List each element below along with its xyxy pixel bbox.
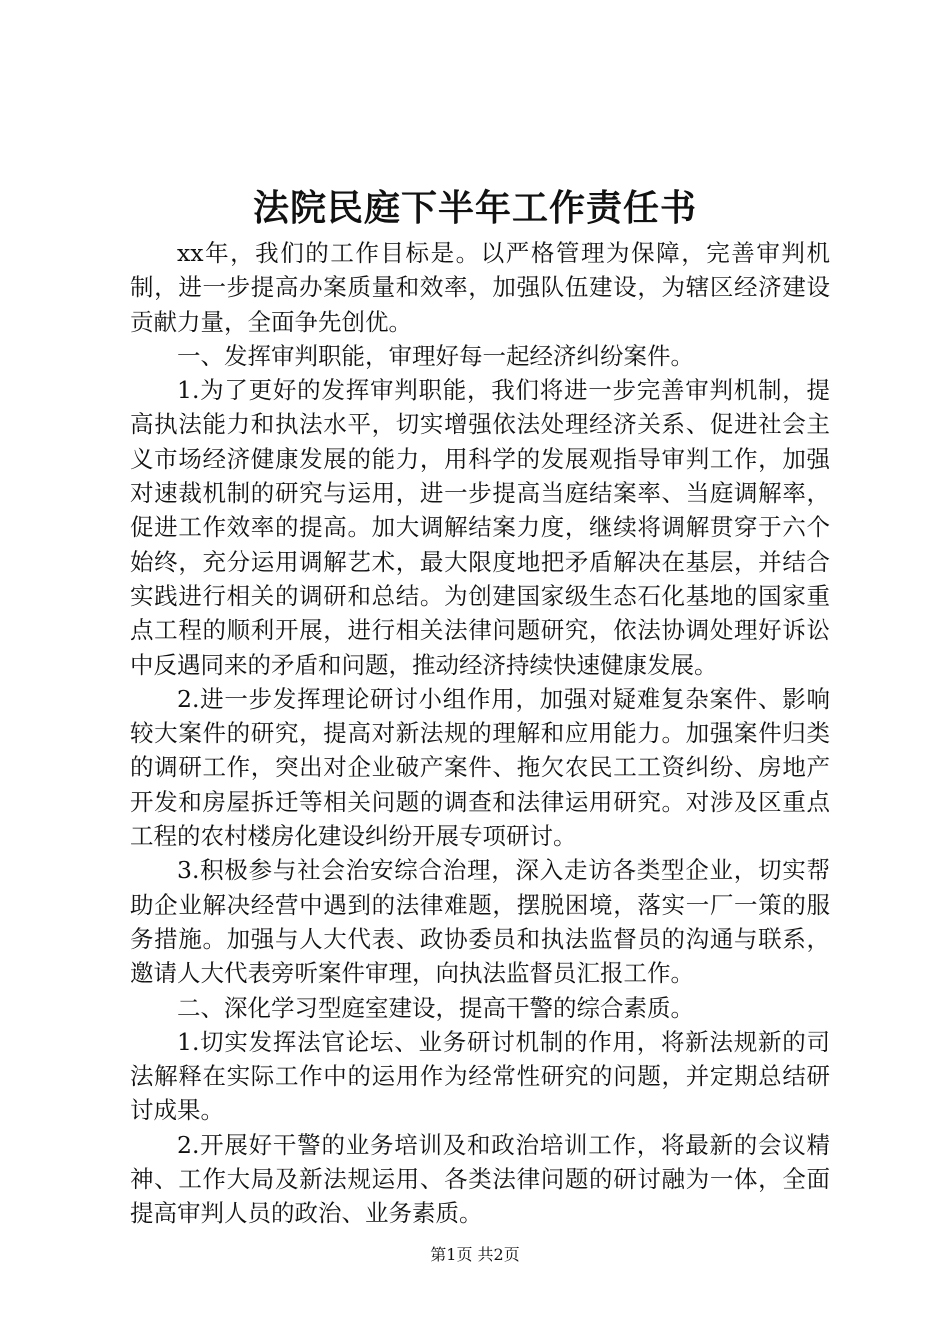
paragraph-section-1-item-2: 2.进一步发挥理论研讨小组作用，加强对疑难复杂案件、影响较大案件的研究，提高对新法规的理解和应用能力。加强案件归类的调研工作，突出对企业破产案件、拖欠农民工工资纠纷、房地产开发和房屋拆迁等相关问题的调查和法律运用研究。对涉及区重点工程的农村楼房化建设纠纷开展专项研讨。 xyxy=(130,684,830,851)
paragraph-section-2-heading: 二、深化学习型庭室建设，提高干警的综合素质。 xyxy=(177,993,694,1022)
page-number-footer: 第1页 共2页 xyxy=(430,1245,520,1264)
paragraph-intro: xx年，我们的工作目标是。以严格管理为保障，完善审判机制，进一步提高办案质量和效率，加强队伍建设，为辖区经济建设贡献力量，全面争先创优。 xyxy=(130,239,830,336)
paragraph-section-1-heading: 一、发挥审判职能，审理好每一起经济纠纷案件。 xyxy=(177,341,694,370)
document-title: 法院民庭下半年工作责任书 xyxy=(252,187,697,229)
paragraph-section-1-item-1: 1.为了更好的发挥审判职能，我们将进一步完善审判机制，提高执法能力和执法水平，切实增强依法处理经济关系、促进社会主义市场经济健康发展的能力，用科学的发展观指导审判工作，加强对速裁机制的研究与运用，进一步提高当庭结案率、当庭调解率，促进工作效率的提高。加大调解结案力度，继续将调解贯穿于六个始终，充分运用调解艺术，最大限度地把矛盾解决在基层，并结合实践进行相关的调研和总结。为创建国家级生态石化基地的国家重点工程的顺利开展，进行相关法律问题研究，依法协调处理好诉讼中反遇同来的矛盾和问题，推动经济持续快速健康发展。 xyxy=(130,376,830,679)
paragraph-section-1-item-3: 3.积极参与社会治安综合治理，深入走访各类型企业，切实帮助企业解决经营中遇到的法律难题，摆脱困境，落实一厂一策的服务措施。加强与人大代表、政协委员和执法监督员的沟通与联系，邀请人大代表旁听案件审理，向执法监督员汇报工作。 xyxy=(130,856,830,988)
paragraph-section-2-item-1: 1.切实发挥法官论坛、业务研讨机制的作用，将新法规新的司法解释在实际工作中的运用作为经常性研究的问题，并定期总结研讨成果。 xyxy=(130,1027,830,1125)
paragraph-section-2-item-2: 2.开展好干警的业务培训及和政治培训工作，将最新的会议精神、工作大局及新法规运用、各类法律问题的研讨融为一体，全面提高审判人员的政治、业务素质。 xyxy=(130,1130,830,1228)
document-body xyxy=(130,236,830,1231)
